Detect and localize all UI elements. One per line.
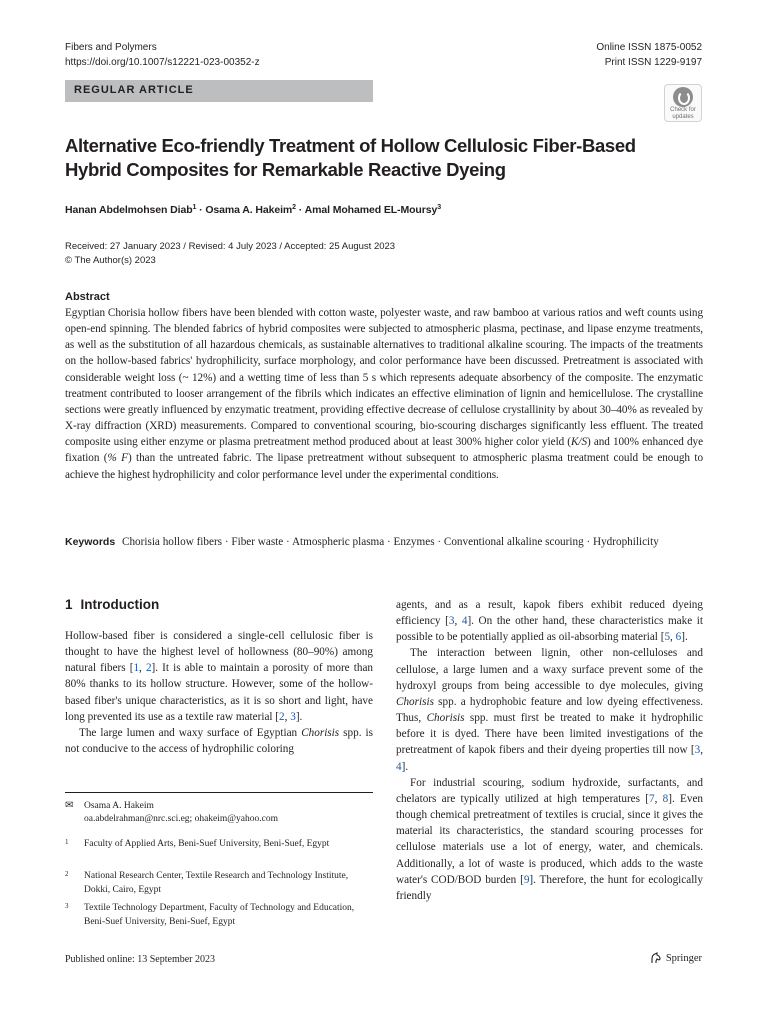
affiliation-text: Textile Technology Department, Faculty of Technology and Education, Beni-Suef University, Beni-Suef, Egypt — [84, 903, 355, 927]
article-type-bar — [65, 80, 373, 102]
citation-link[interactable]: 1 — [133, 662, 140, 675]
text-segment: ]. Even though chemical pretreatment of textiles is crucial, since it gives the material its characteristics, the standard scouring processes for cellulose materials use a lot of energy, water, and chemicals. Additionally, a lot of waste is produced, which adds to the waste water's COD/BOD burden [ — [396, 792, 703, 886]
section-number: 1 — [65, 597, 73, 612]
left-column — [65, 628, 373, 757]
crossmark-line2: updates — [672, 113, 694, 120]
corresponding-author-email[interactable]: oa.abdelrahman@nrc.sci.eg; ohakeim@yahoo.com — [84, 814, 278, 824]
check-for-updates-button[interactable] — [664, 84, 702, 122]
citation-link[interactable]: 4 — [396, 760, 402, 773]
print-issn: Print ISSN 1229-9197 — [604, 57, 702, 68]
publisher-logo — [649, 952, 702, 965]
author-separator: · — [196, 204, 206, 216]
author-name[interactable]: Osama A. Hakeim — [205, 204, 293, 216]
text-segment: spp. is not conducive to the access of hydrophilic coloring — [65, 726, 373, 756]
abstract-segment: ) than the untreated fabric. The lipase pretreatment without subsequent to atmospheric plasma treatment could be enough to achieve the highest hydrophilicity and color performance level under the experimental conditions. — [65, 452, 703, 481]
citation-link[interactable]: 5 — [664, 631, 671, 644]
received-dates: Received: 27 January 2023 / Revised: 4 July 2023 / Accepted: 25 August 2023 — [65, 241, 396, 252]
affiliation-text: Faculty of Applied Arts, Beni-Suef University, Beni-Suef, Egypt — [84, 839, 330, 849]
abstract-segment: Egyptian Chorisia hollow fibers have been blended with cotton waste, polyester waste, and raw bamboo at various ratios and weft counts using open-end spinning. The blended fabrics of hybrid composites were subjected to atmospheric plasma, pectinase, and lipase enzyme treatments, as well as the substitution of all hazardous chemicals, as sustainable alternatives to traditional alkaline scouring. The impacts of the treatments on the hollow-based fabrics' hydrophilicity, surface morphology, and color performance have been discussed. Pretreatment is associated with considerable weight loss (~ 12%) and a wetting time of less than 5 s which represents adequate absorbency of the composite. The enzymatic treatment contributed to looser arrangement of the fibrils which indicates an effective elimination of lignin and hemicellulose. The crystalline sections were greatly influenced by enzymatic treatment, providing effective decrease of cellulose crystallinity by about 30–40% as revealed by X-ray diffraction (XRD) measurements. Compared to conventional scouring, bio-scouring discharges significantly less effluent. The treated composite using either enzyme or plasma pretreatment method produced about at least 300% higher color yield ( — [65, 307, 703, 449]
text-segment: ]. Therefore, the hunt for ecologically friendly — [396, 873, 704, 902]
published-online-date: Published online: 13 September 2023 — [65, 954, 215, 965]
text-segment: The interaction between lignin, other non-celluloses and cellulose, a large lumen and a waxy surface prevent some of the hydroxyl groups from being accessible to dye molecules, giving — [396, 647, 703, 692]
publisher-name: Springer — [665, 953, 702, 964]
abstract-text — [65, 305, 703, 483]
text-segment: spp. must first be treated to make it hydrophilic before it is dyed. There have been limited investigations of the pretreatment of kapok fibers and their dyeing properties till now [ — [396, 712, 703, 757]
affiliation-text: National Research Center, Textile Research and Technology Institute, Dokki, Cairo, Egypt — [84, 871, 349, 895]
text-segment: The large lumen and waxy surface of Egyptian — [79, 726, 302, 739]
text-segment: ]. On the other hand, these characteristics make it possible to be potentially applied as oil-absorbing material [ — [396, 615, 704, 644]
abstract-heading: Abstract — [65, 291, 110, 303]
citation-link[interactable]: 8 — [662, 792, 669, 805]
corresponding-author-name: Osama A. Hakeim — [84, 801, 154, 811]
title-line-1: Alternative Eco-friendly Treatment of Hollow Cellulosic Fiber-Based — [65, 135, 636, 156]
citation-link[interactable]: 2 — [279, 710, 285, 723]
section-title: Introduction — [80, 597, 160, 612]
author-name[interactable]: Hanan Abdelmohsen Diab — [65, 204, 193, 216]
abstract-italic-f: % F — [107, 452, 128, 465]
affiliation-number: 3 — [65, 902, 69, 910]
keywords — [65, 534, 703, 550]
affiliation-number: 2 — [65, 870, 69, 878]
text-segment: ]. — [295, 710, 303, 723]
crossmark-icon — [673, 87, 693, 107]
issn-header — [596, 40, 702, 70]
springer-horse-icon — [649, 952, 662, 965]
article-history — [65, 240, 395, 268]
title-line-2: Hybrid Composites for Remarkable Reactive Dyeing — [65, 159, 506, 180]
journal-name: Fibers and Polymers — [65, 42, 157, 53]
text-segment: Hollow-based fiber is considered a single-cell cellulosic fiber is thought to have the highest level of hollowness (80–90%) among natural fibers [ — [65, 630, 373, 675]
paragraph: agents, and as a result, kapok fibers exhibit reduced dyeing efficiency [3, 4]. On the other hand, these characteristics make it possible to be potentially applied as oil-absorbing material [5, 6]. — [396, 599, 704, 644]
paragraph: For industrial scouring, sodium hydroxide, surfactants, and chelators are typically utilized at high temperatures [7, 8]. Even though chemical pretreatment of textiles is crucial, since it gives the material its characteristics, the standard scouring processes for cellulose materials use a lot of energy, water, and chemicals. Additionally, a lot of waste is produced, which adds to the waste water's COD/BOD burden [9]. Therefore, the hunt for ecologically friendly — [396, 776, 704, 902]
citation-link[interactable]: 4 — [461, 615, 468, 628]
article-type-label: REGULAR ARTICLE — [74, 84, 194, 96]
affiliation-1 — [65, 838, 373, 852]
affiliation-3 — [65, 902, 373, 929]
abstract-italic-ks: K/S — [570, 436, 587, 449]
affiliation-2 — [65, 870, 373, 897]
paragraph: The interaction between lignin, other non-celluloses and cellulose, a large lumen and a waxy surface prevent some of the hydroxyl groups from being accessible to dye molecules, giving Chorisis spp. a hydrophobic feature and low dyeing effectiveness. Thus, Chorisis spp. must first be treated to make it hydrophilic before it is dyed. There have been limited investigations of the pretreatment of kapok fibers and their dyeing properties till now [3, 4]. — [396, 647, 703, 773]
right-column — [396, 597, 703, 904]
text-segment: agents, and as a result, kapok fibers exhibit reduced dyeing efficiency [ — [396, 599, 703, 628]
abstract-segment: ) and 100% enhanced dye fixation ( — [65, 436, 703, 465]
text-segment: For industrial scouring, sodium hydroxide, surfactants, and chelators are typically utilized at high temperatures [ — [396, 776, 703, 805]
citation-link[interactable]: 6 — [675, 631, 682, 644]
envelope-icon: ✉ — [65, 800, 74, 811]
journal-header — [65, 40, 260, 70]
author-name[interactable]: Amal Mohamed EL-Moursy — [304, 204, 438, 216]
italic-text: Chorisis — [426, 712, 465, 725]
citation-link[interactable]: 3 — [694, 744, 701, 757]
paragraph: Hollow-based fiber is considered a single-cell cellulosic fiber is thought to have the highest level of hollowness (80–90%) among natural fibers [1, 2]. It is able to maintain a porosity of more than 80% thanks to its hollow structure. However, some of the hollow-based fiber's unique characteristics, as it is so short and light, have long prevented its use as a textile raw material [2, 3]. — [65, 630, 373, 723]
citation-link[interactable]: 2 — [145, 662, 152, 675]
footnote-divider — [65, 792, 373, 793]
corresponding-author — [65, 799, 278, 826]
paragraph — [65, 725, 373, 757]
italic-text: Chorisis — [396, 695, 434, 708]
citation-link[interactable]: 9 — [523, 873, 530, 886]
copyright-notice: © The Author(s) 2023 — [65, 255, 156, 266]
crossmark-line1: Check for — [670, 107, 696, 113]
citation-link[interactable]: 3 — [290, 710, 296, 723]
text-segment: spp. a hydrophobic feature and low dyeing effectiveness. Thus, — [396, 695, 703, 725]
citation-link[interactable]: 7 — [648, 792, 655, 805]
text-segment: ]. — [681, 631, 688, 644]
author-separator: · — [295, 204, 305, 216]
italic-text: Chorisis — [301, 726, 340, 739]
author-list — [65, 204, 441, 216]
citation-link[interactable]: 3 — [448, 615, 455, 628]
keywords-list: Chorisia hollow fibers · Fiber waste · Atmospheric plasma · Enzymes · Conventional alkaline scouring · Hydrophilicity — [121, 536, 659, 548]
text-segment: ]. It is able to maintain a porosity of more than 80% thanks to its hollow structure. However, some of the hollow-based fiber's unique characteristics, as it is so short and light, have long prevented its use as a textile raw material [ — [65, 662, 373, 723]
doi-link[interactable]: https://doi.org/10.1007/s12221-023-00352-z — [65, 57, 260, 68]
author-affiliation-mark[interactable]: 2 — [292, 204, 296, 211]
text-segment: ]. — [401, 760, 409, 773]
article-title — [65, 134, 685, 182]
author-affiliation-mark[interactable]: 3 — [437, 204, 441, 211]
author-affiliation-mark[interactable]: 1 — [192, 204, 197, 211]
online-issn: Online ISSN 1875-0052 — [596, 42, 702, 53]
section-heading — [65, 597, 159, 612]
keywords-label: Keywords — [65, 536, 116, 548]
affiliation-number: 1 — [65, 838, 69, 846]
